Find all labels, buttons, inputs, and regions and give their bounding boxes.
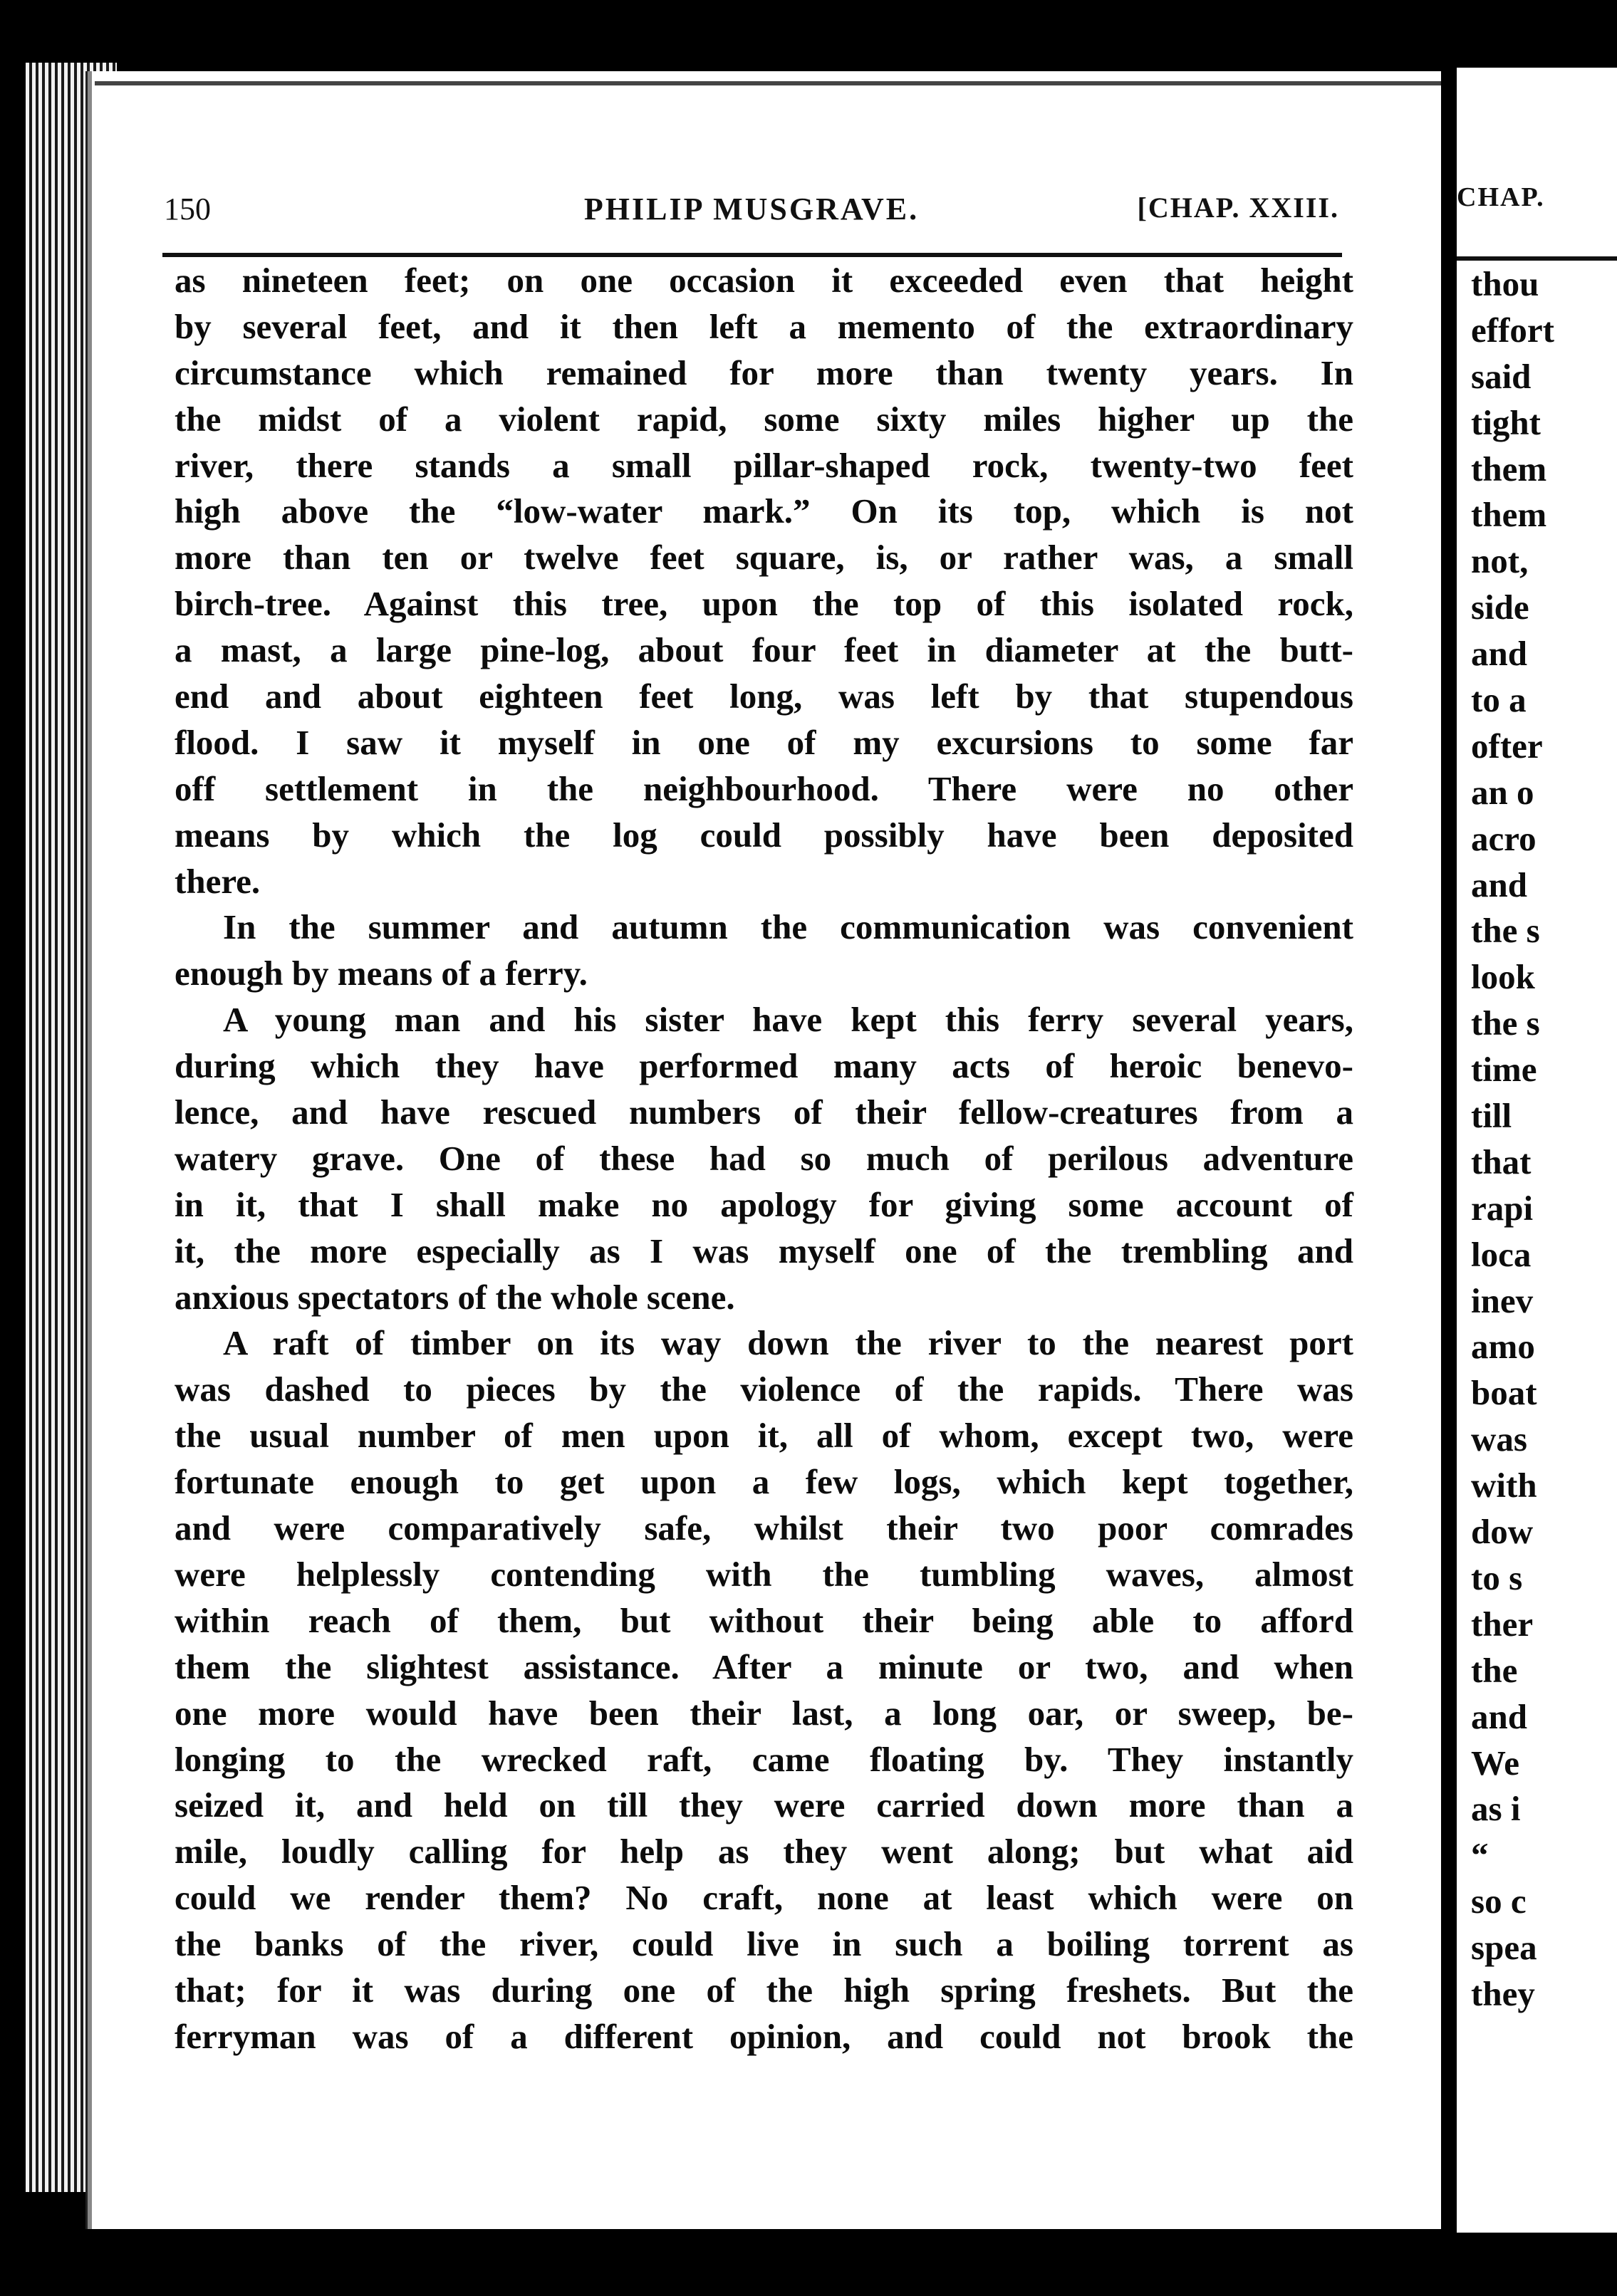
body-text: [175, 258, 1353, 2060]
fragment-line: thou: [1471, 264, 1539, 303]
fragment-line: they: [1471, 1973, 1535, 2013]
text-line: birch-tree. Against this tree, upon the top of this isolated rock,: [175, 584, 1353, 624]
fragment-line: amo: [1471, 1327, 1535, 1367]
text-line: that; for it was during one of the high spring freshets. But the: [175, 1970, 1353, 2010]
fragment-line: that: [1471, 1142, 1532, 1181]
fragment-line: to s: [1471, 1557, 1523, 1597]
fragment-line: as i: [1471, 1789, 1521, 1829]
text-line: within reach of them, but without their being able to afford: [175, 1600, 1353, 1640]
fragment-line: the: [1471, 1650, 1518, 1690]
text-line: end and about eighteen feet long, was left by that stupendous: [175, 677, 1353, 716]
fragment-line: the s: [1471, 911, 1540, 951]
fragment-line: loca: [1471, 1234, 1532, 1274]
fragment-line: acro: [1471, 818, 1537, 858]
text-line: more than ten or twelve feet square, is, or rather was, a small: [175, 538, 1353, 578]
text-line: by several feet, and it then left a memento of the extraordinary: [175, 306, 1353, 346]
text-line: flood. I saw it myself in one of my excursions to some far: [175, 722, 1353, 762]
text-line: In the summer and autumn the communication was convenient: [223, 907, 1353, 947]
fragment-line: time: [1471, 1050, 1537, 1090]
fragment-line: and: [1471, 865, 1528, 904]
text-line: during which they have performed many acts of heroic benevo-: [175, 1046, 1353, 1086]
fragment-line: effort: [1471, 310, 1554, 350]
fragment-line: boat: [1471, 1373, 1537, 1413]
text-line: was dashed to pieces by the violence of the rapids. There was: [175, 1369, 1353, 1409]
fragment-line: them: [1471, 449, 1547, 489]
text-line: longing to the wrecked raft, came floating by. They instantly: [175, 1739, 1353, 1779]
adjacent-page-header: CHAP.: [1457, 182, 1545, 212]
fragment-line: spea: [1471, 1928, 1537, 1968]
text-line: were helplessly contending with the tumbling waves, almost: [175, 1554, 1353, 1594]
text-line: circumstance which remained for more than twenty years. In: [175, 353, 1353, 392]
fragment-line: side: [1471, 588, 1529, 627]
text-line: and were comparatively safe, whilst their two poor comrades: [175, 1508, 1353, 1548]
text-line: there.: [175, 861, 261, 901]
text-line: in it, that I shall make no apology for giving some account of: [175, 1184, 1353, 1224]
text-line: it, the more especially as I was myself one of the trembling and: [175, 1231, 1353, 1270]
fragment-line: look: [1471, 957, 1535, 997]
fragment-line: rapi: [1471, 1188, 1534, 1228]
page-top-edge: [95, 81, 1441, 85]
text-line: seized it, and held on till they were carried down more than a: [175, 1785, 1353, 1825]
text-line: a mast, a large pine-log, about four feet in diameter at the butt-: [175, 630, 1353, 670]
fragment-line: We: [1471, 1743, 1520, 1783]
fragment-line: to a: [1471, 680, 1527, 720]
fragment-line: the s: [1471, 1003, 1540, 1043]
text-line: A raft of timber on its way down the river to the nearest port: [223, 1323, 1353, 1363]
text-line: could we render them? No craft, none at least which were on: [175, 1878, 1353, 1918]
header-rule: [162, 253, 1342, 257]
text-line: high above the “low-water mark.” On its top, which is not: [175, 491, 1353, 531]
adjacent-page-text: [1471, 261, 1554, 2018]
fragment-line: till: [1471, 1096, 1512, 1136]
adjacent-page-fragment: [1457, 68, 1617, 2233]
fragment-line: said: [1471, 356, 1532, 396]
text-line: anxious spectators of the whole scene.: [175, 1277, 735, 1317]
fragment-line: not,: [1471, 541, 1529, 581]
text-line: one more would have been their last, a long oar, or sweep, be-: [175, 1693, 1353, 1733]
fragment-line: ofter: [1471, 726, 1543, 766]
fragment-line: ther: [1471, 1604, 1534, 1644]
text-line: river, there stands a small pillar-shaped rock, twenty-two feet: [175, 445, 1353, 485]
fragment-line: an o: [1471, 772, 1534, 812]
text-line: them the slightest assistance. After a minute or two, and when: [175, 1647, 1353, 1686]
text-line: watery grave. One of these had so much of perilous adventure: [175, 1138, 1353, 1178]
fragment-line: so c: [1471, 1882, 1527, 1921]
fragment-line: with: [1471, 1466, 1537, 1506]
page-header: [164, 191, 1339, 234]
adjacent-header-rule: [1457, 256, 1617, 261]
fragment-line: “: [1471, 1835, 1489, 1875]
text-line: off settlement in the neighbourhood. There were no other: [175, 768, 1353, 808]
running-title: PHILIP MUSGRAVE.: [583, 192, 920, 226]
text-line: fortunate enough to get upon a few logs, which kept together,: [175, 1462, 1353, 1502]
fragment-line: and: [1471, 1696, 1528, 1736]
text-line: the usual number of men upon it, all of whom, except two, were: [175, 1416, 1353, 1456]
text-line: as nineteen feet; on one occasion it exceeded even that height: [175, 261, 1353, 300]
text-line: A young man and his sister have kept this ferry several years,: [223, 1000, 1353, 1040]
text-line: the banks of the river, could live in such a boiling torrent as: [175, 1924, 1353, 1964]
text-line: the midst of a violent rapid, some sixty miles higher up the: [175, 399, 1353, 439]
fragment-line: inev: [1471, 1280, 1534, 1320]
fragment-line: them: [1471, 495, 1547, 535]
text-line: lence, and have rescued numbers of their fellow-creatures from a: [175, 1092, 1353, 1132]
text-line: mile, loudly calling for help as they went along; but what aid: [175, 1832, 1353, 1872]
text-line: enough by means of a ferry.: [175, 954, 588, 993]
text-line: ferryman was of a different opinion, and could not brook the: [175, 2016, 1353, 2056]
fragment-line: tight: [1471, 402, 1541, 442]
page-number: 150: [164, 192, 211, 226]
fragment-line: dow: [1471, 1512, 1534, 1552]
fragment-line: and: [1471, 634, 1528, 674]
text-line: means by which the log could possibly have been deposited: [175, 815, 1353, 855]
chapter-label: [CHAP. XXIII.: [1137, 192, 1339, 224]
fragment-line: was: [1471, 1419, 1527, 1459]
